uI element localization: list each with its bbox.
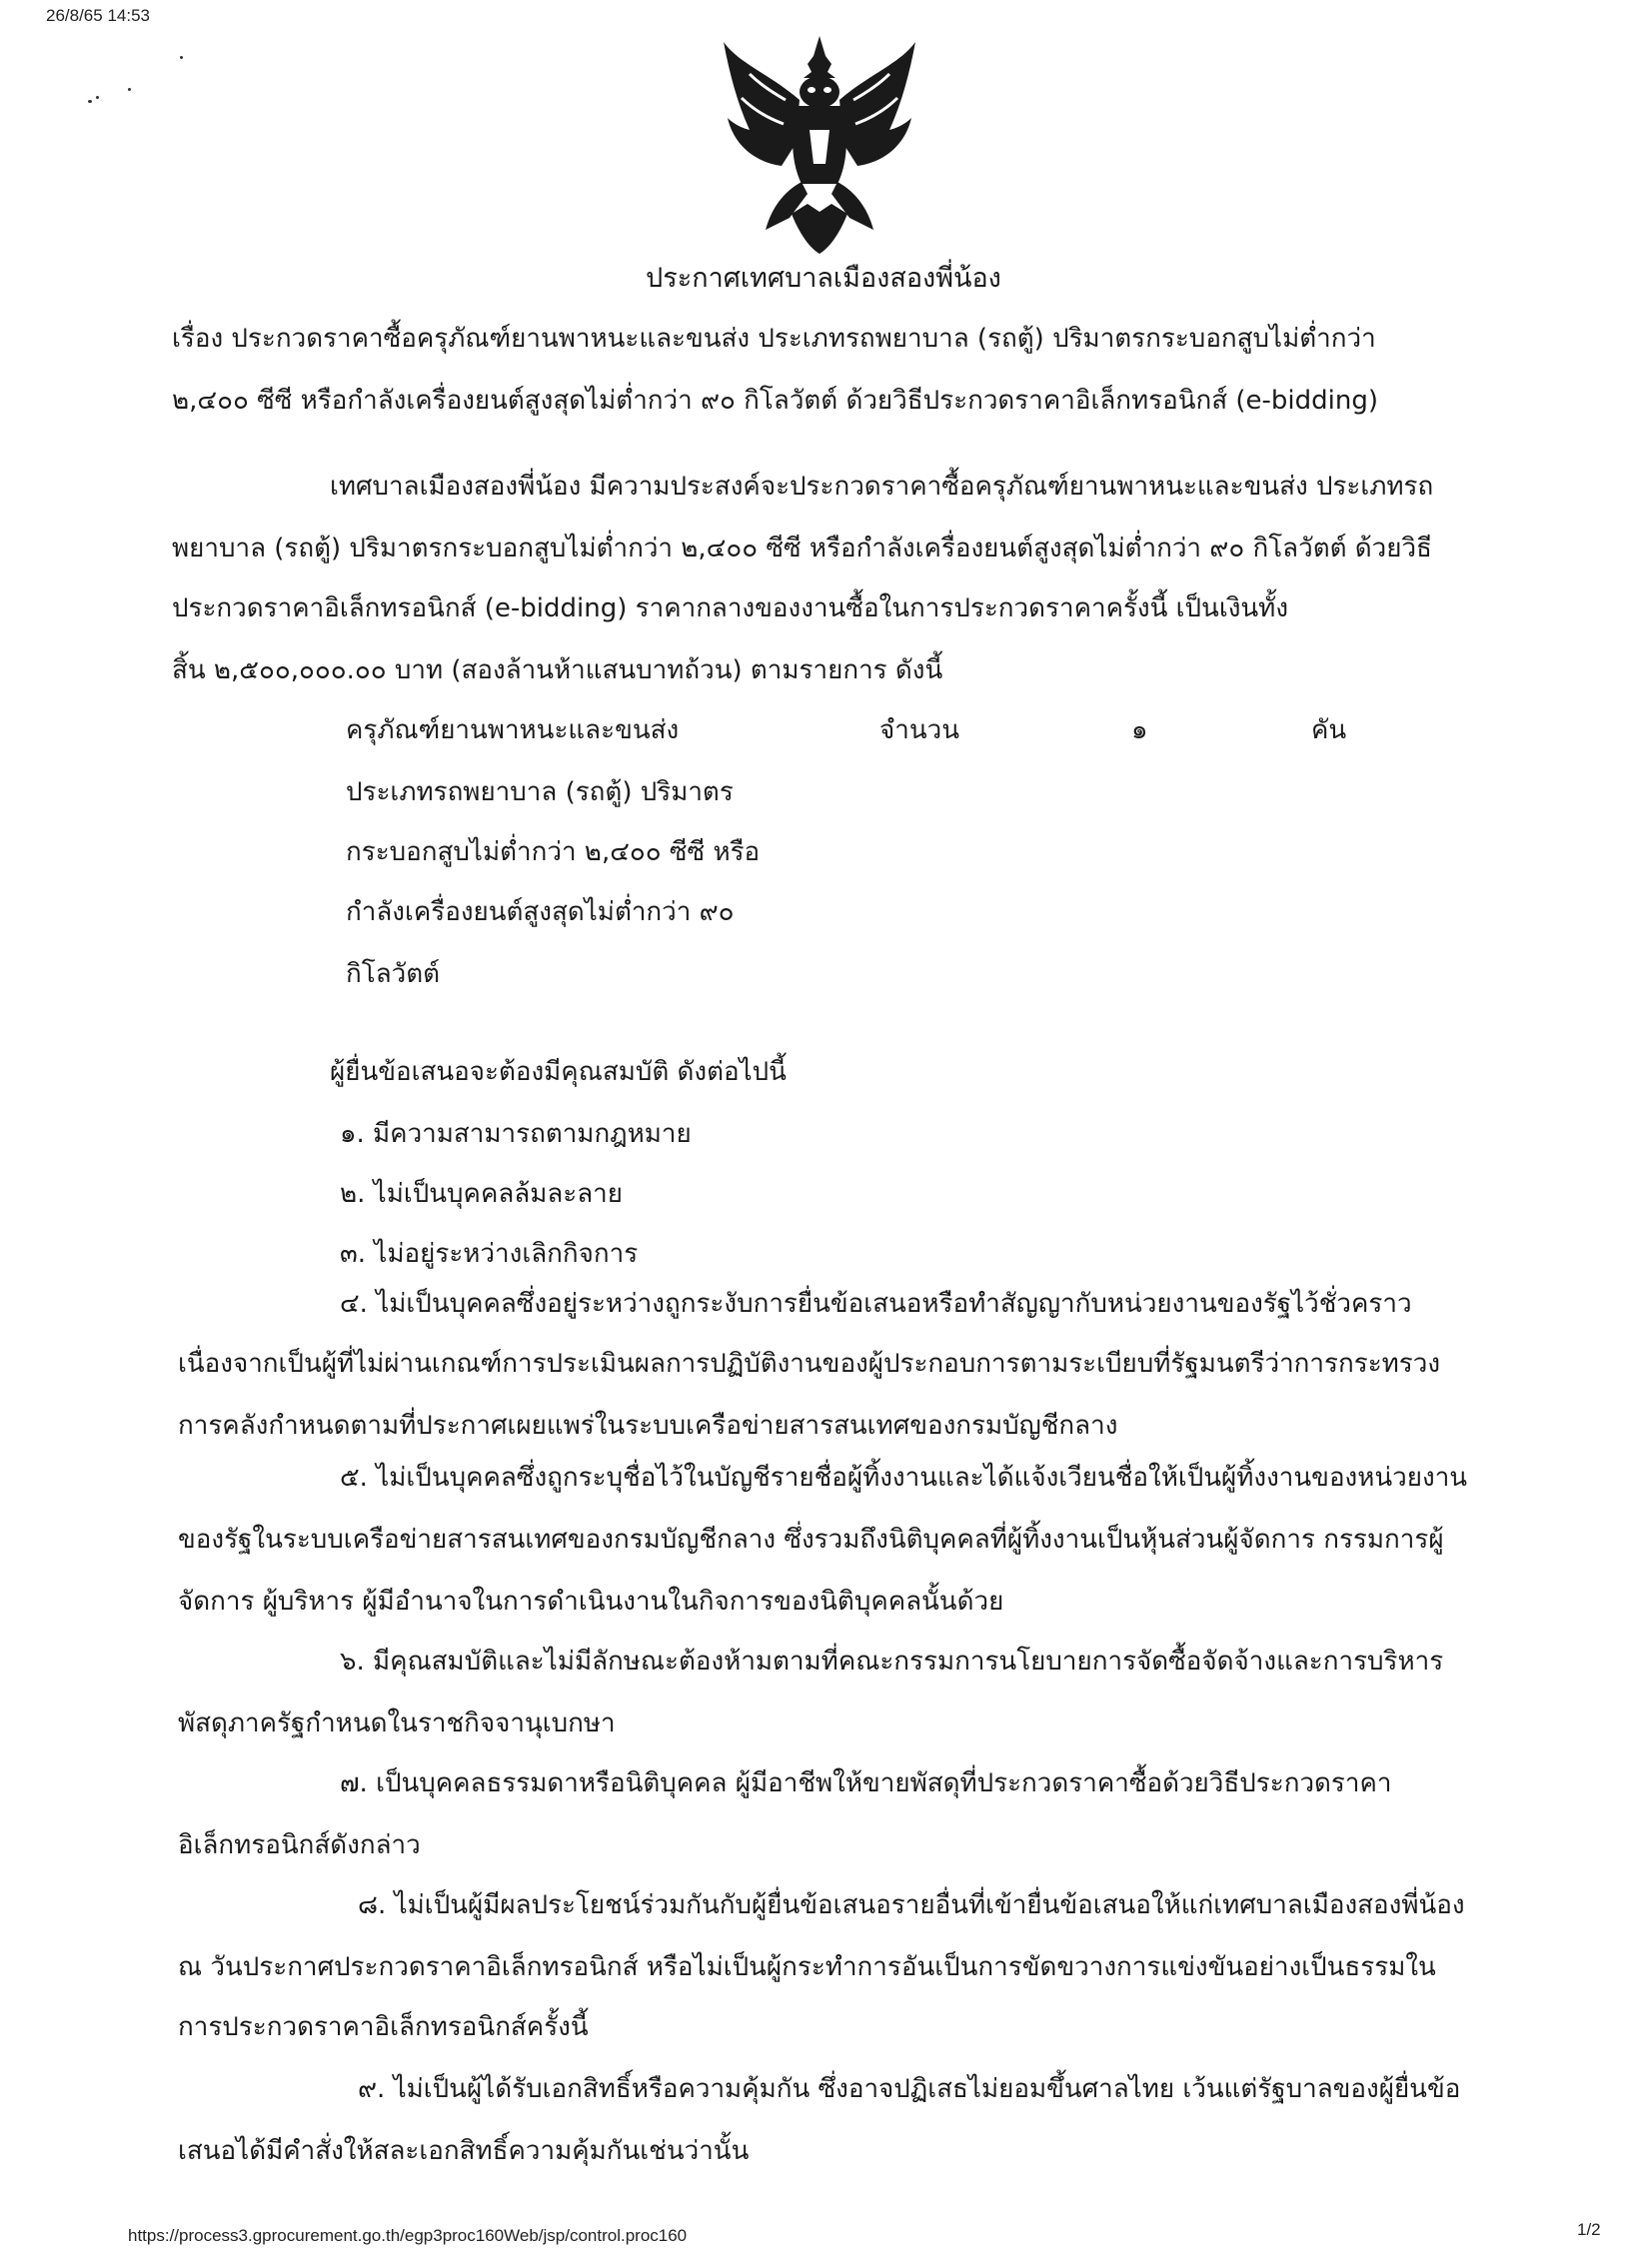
subject-line-1: เรื่อง ประกวดราคาซื้อครุภัณฑ์ยานพาหนะและขนส่ง ประเภทรถพยาบาล (รถตู้) ปริมาตรกระบอกสูบไม่ต่ำกว่า	[172, 324, 1376, 354]
item-desc-line: กำลังเครื่องยนต์สูงสุดไม่ต่ำกว่า ๙๐	[346, 897, 735, 927]
item-desc-line: กระบอกสูบไม่ต่ำกว่า ๒,๔๐๐ ซีซี หรือ	[346, 837, 761, 867]
qualification-4-line-2: เนื่องจากเป็นผู้ที่ไม่ผ่านเกณฑ์การประเมินผลการปฏิบัติงานของผู้ประกอบการตามระเบียบที่รัฐมนตรีว่าการกระทรวง	[178, 1349, 1441, 1379]
qualification-8-line-2: ณ วันประกาศประกวดราคาอิเล็กทรอนิกส์ หรือไม่เป็นผู้กระทำการอันเป็นการขัดขวางการแข่งขันอย่างเป็นธรรมใน	[178, 1952, 1436, 1982]
qualification-4-line-3: การคลังกำหนดตามที่ประกาศเผยแพร่ในระบบเครือข่ายสารสนเทศของกรมบัญชีกลาง	[178, 1411, 1118, 1441]
subject-line-2: ๒,๔๐๐ ซีซี หรือกำลังเครื่องยนต์สูงสุดไม่ต่ำกว่า ๙๐ กิโลวัตต์ ด้วยวิธีประกวดราคาอิเล็กทรอนิกส์ (e-bidding)	[172, 386, 1379, 416]
qualification-7-line-1: ๗. เป็นบุคคลธรรมดาหรือนิติบุคคล ผู้มีอาชีพให้ขายพัสดุที่ประกวดราคาซื้อด้วยวิธีประกวดราคา	[340, 1768, 1392, 1798]
scan-speck	[128, 88, 131, 91]
scan-speck	[96, 96, 99, 99]
qualification-6-line-2: พัสดุภาครัฐกำหนดในราชกิจจานุเบกษา	[178, 1708, 616, 1738]
qualification-5-line-1: ๕. ไม่เป็นบุคคลซึ่งถูกระบุชื่อไว้ในบัญชีรายชื่อผู้ทิ้งงานและได้แจ้งเวียนชื่อให้เป็นผู้ทิ้งงานของหน่วยงาน	[340, 1463, 1468, 1493]
item-desc-line: กิโลวัตต์	[346, 959, 441, 989]
intro-line-4: สิ้น ๒,๕๐๐,๐๐๐.๐๐ บาท (สองล้านห้าแสนบาทถ้วน) ตามรายการ ดังนี้	[172, 655, 943, 685]
qualification-9-line-2: เสนอได้มีคำสั่งให้สละเอกสิทธิ์ความคุ้มกันเช่นว่านั้น	[178, 2136, 750, 2166]
qualification-5-line-2: ของรัฐในระบบเครือข่ายสารสนเทศของกรมบัญชีกลาง ซึ่งรวมถึงนิติบุคคลที่ผู้ทิ้งงานเป็นหุ้นส่วนผู้จัดการ กรรมการผู้	[178, 1525, 1444, 1555]
intro-line-2: พยาบาล (รถตู้) ปริมาตรกระบอกสูบไม่ต่ำกว่า ๒,๔๐๐ ซีซี หรือกำลังเครื่องยนต์สูงสุดไม่ต่ำกว่า ๙๐ กิโลวัตต์ ด้วยวิธี	[172, 534, 1432, 564]
item-desc-line: ประเภทรถพยาบาล (รถตู้) ปริมาตร	[346, 777, 734, 807]
qualification-7-line-2: อิเล็กทรอนิกส์ดังกล่าว	[178, 1830, 421, 1860]
item-quantity-label: จำนวน	[879, 715, 959, 745]
page-number: 1/2	[1577, 2220, 1601, 2239]
qualification-5-line-3: จัดการ ผู้บริหาร ผู้มีอำนาจในการดำเนินงานในกิจการของนิติบุคคลนั้นด้วย	[178, 1587, 1004, 1617]
qualification-8-line-1: ๘. ไม่เป็นผู้มีผลประโยชน์ร่วมกันกับผู้ยื่นข้อเสนอรายอื่นที่เข้ายื่นข้อเสนอให้แก่เทศบาลเมืองสองพี่น้อง	[358, 1890, 1465, 1920]
item-desc-line: ครุภัณฑ์ยานพาหนะและขนส่ง	[346, 715, 680, 745]
qualification-6-line-1: ๖. มีคุณสมบัติและไม่มีลักษณะต้องห้ามตามที่คณะกรรมการนโยบายการจัดซื้อจัดจ้างและการบริหาร	[340, 1647, 1444, 1677]
scan-speck	[88, 100, 92, 103]
qualification-9-line-1: ๙. ไม่เป็นผู้ได้รับเอกสิทธิ์หรือความคุ้มกัน ซึ่งอาจปฏิเสธไม่ยอมขึ้นศาลไทย เว้นแต่รัฐบาลของผู้ยื่นข้อ	[358, 2074, 1461, 2104]
garuda-emblem-icon	[720, 34, 919, 256]
scan-speck	[180, 56, 183, 59]
print-timestamp: 26/8/65 14:53	[46, 6, 150, 25]
source-url: https://process3.gprocurement.go.th/egp3proc160Web/jsp/control.proc160	[128, 2226, 688, 2245]
intro-line-3: ประกวดราคาอิเล็กทรอนิกส์ (e-bidding) ราคากลางของงานซื้อในการประกวดราคาครั้งนี้ เป็นเงินทั้ง	[172, 593, 1289, 623]
qualification-4-line-1: ๔. ไม่เป็นบุคคลซึ่งอยู่ระหว่างถูกระงับการยื่นข้อเสนอหรือทำสัญญากับหน่วยงานของรัฐไว้ชั่วคราว	[340, 1289, 1412, 1319]
qualification-1: ๑. มีความสามารถตามกฎหมาย	[340, 1119, 692, 1149]
item-unit: คัน	[1311, 715, 1347, 745]
qualification-8-line-3: การประกวดราคาอิเล็กทรอนิกส์ครั้งนี้	[178, 2012, 589, 2042]
qualification-3: ๓. ไม่อยู่ระหว่างเลิกกิจการ	[340, 1239, 639, 1269]
announcement-title: ประกาศเทศบาลเมืองสองพี่น้อง	[646, 263, 1001, 294]
qualification-2: ๒. ไม่เป็นบุคคลล้มละลาย	[340, 1179, 624, 1209]
qualifications-heading: ผู้ยื่นข้อเสนอจะต้องมีคุณสมบัติ ดังต่อไปนี้	[330, 1057, 787, 1087]
item-quantity-value: ๑	[1131, 715, 1148, 745]
intro-line-1: เทศบาลเมืองสองพี่น้อง มีความประสงค์จะประกวดราคาซื้อครุภัณฑ์ยานพาหนะและขนส่ง ประเภทรถ	[330, 472, 1434, 502]
